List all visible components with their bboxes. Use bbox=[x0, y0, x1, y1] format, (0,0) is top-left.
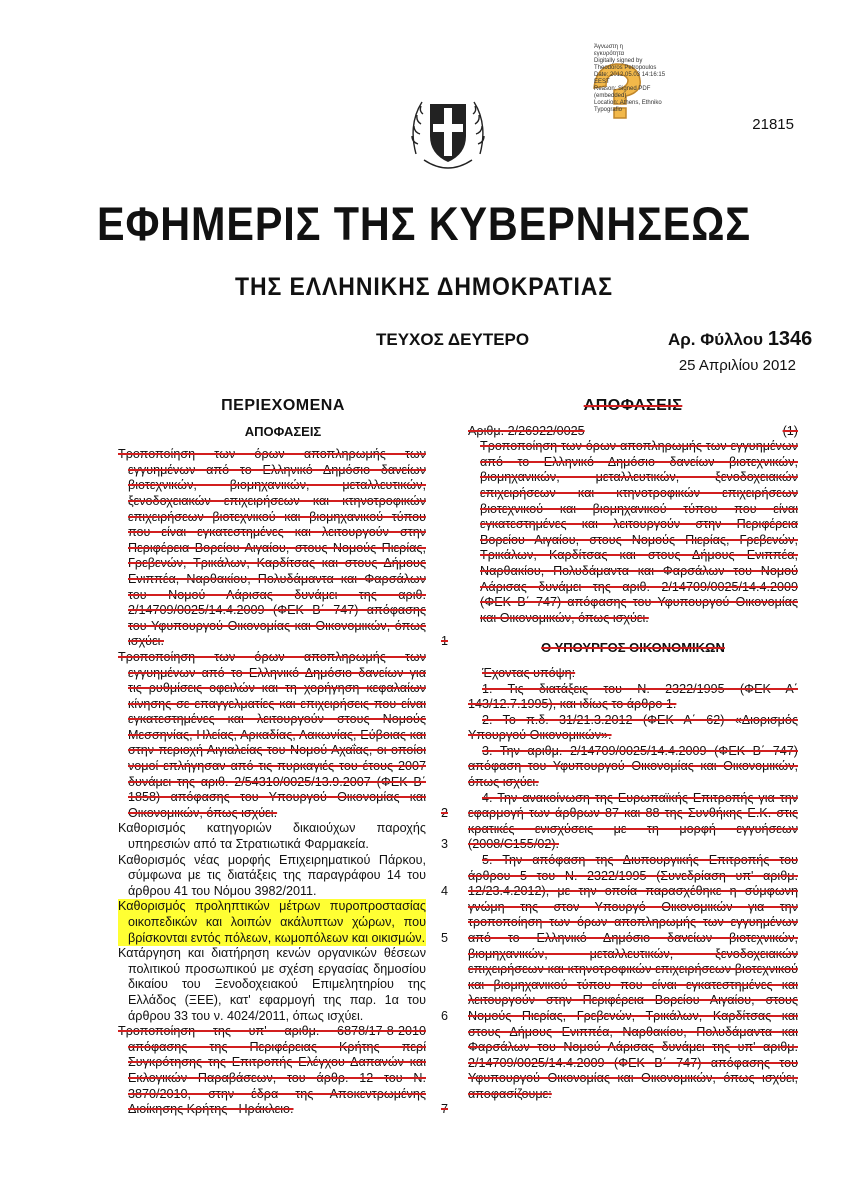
contents-entry-page: 6 bbox=[440, 1008, 448, 1023]
signature-line: Digitally signed by bbox=[594, 58, 643, 64]
contents-entry-highlighted[interactable] bbox=[118, 899, 448, 946]
contents-entry-page: 4 bbox=[440, 883, 448, 898]
signature-line: EEST bbox=[594, 79, 610, 85]
contents-entry-text: Καθορισμός κατηγοριών δικαιούχων παροχής υπηρεσιών από τα Στρατιωτικά Φαρμακεία. bbox=[118, 821, 426, 852]
contents-entry-page: 5 bbox=[440, 930, 448, 945]
signature-line: (embedded) bbox=[594, 93, 627, 99]
issue-date: 25 Απριλίου 2012 bbox=[678, 357, 796, 374]
greek-coat-of-arms-emblem bbox=[406, 84, 490, 176]
contents-entry-page: 1 bbox=[440, 634, 448, 649]
decisions-column bbox=[468, 398, 798, 1103]
contents-entry-text: Καθορισμός προληπτικών μέτρων πυροπροστασίας οικοπεδικών και λοιπών ακάλυπτων χώρων, που βρίσκονται εντός πόλεων, κωμοπόλεων και οικισμών. bbox=[118, 899, 426, 945]
digital-signature-stamp bbox=[568, 44, 678, 128]
contents-entry[interactable] bbox=[118, 1024, 448, 1118]
sheet-label: Αρ. Φύλλου bbox=[668, 330, 764, 349]
contents-column bbox=[118, 398, 448, 1118]
signature-line: Date: 2012.05.03 14:16:15 bbox=[594, 72, 666, 78]
contents-entry[interactable] bbox=[118, 853, 448, 900]
contents-entry[interactable] bbox=[118, 447, 448, 650]
having-regard: Έχοντας υπόψη: bbox=[482, 665, 576, 680]
contents-entry-text: Τροποποίηση της υπ' αριθμ. 6878/17-8-2010 απόφασης της Περιφέρειας Κρήτης περί Συγκρότησης της Επιτροπής Ελέγχου Δαπανών και Εκλογικών Παραβάσεων, του άρθρ. 12 του Ν. 3870/2010, στην έδρα της Αποκεντρωμένης Διοίκησης Κρήτης - Ηράκλειο. bbox=[118, 1024, 426, 1117]
contents-subheading: ΑΠΟΦΑΣΕΙΣ bbox=[244, 423, 322, 439]
decision-reference bbox=[468, 424, 798, 440]
legal-basis-item: 5. Την απόφαση της Διυπουργικής Επιτροπής του άρθρου 5 του Ν. 2322/1995 (Συνεδρίαση υπ' αριθμ. 12/23.4.2012), με την οποία παρασχέθηκε η σύμφωνη γνώμη της στον Υπουργό Οικονομικών για την τροποποίηση των όρων αποπληρωμής των εγγυημένων από το Ελληνικό Δημόσιο δανείων βιοτεχνικών, βιομηχανικών, μεταλλευτικών, ξενοδοχειακών επιχειρήσεων και κτηνοτροφικών επιχειρήσεων βιοτεχνικού και βιομηχανικού τύπου που είναι εγκατεστημένες και λειτουργούν στην Περιφέρεια Βορείου Αιγαίου, στους Νομούς Πιερίας, Γρεβενών, Τρικάλων, Καρδίτσας και στους Δήμους Ενιππέα, Ναρθακίου, Πολυδάμαντα και Φαρσάλων του Νομού Λάρισας δυνάμει της υπ' αριθμ. 2/14709/0025/14.4.2009 (ΦΕΚ Β΄ 747) απόφασης του Υφυπουργού Οικονομίας και Οικονομικών, όπως ισχύει, αποφασίζουμε: bbox=[468, 853, 798, 1101]
legal-basis-item: 1. Τις διατάξεις του Ν. 2322/1995 (ΦΕΚ Α΄ 143/12.7.1995), και ιδίως το άρθρο 1. bbox=[468, 681, 798, 712]
decision-subject: Τροποποίηση των όρων αποπληρωμής των εγγυημένων από το Ελληνικό Δημόσιο δανείων βιοτεχνικών, βιομηχανικών, μεταλλευτικών, ξενοδοχειακών επιχειρήσεων και κτηνοτροφικών επιχειρήσεων βιοτεχνικού και βιομηχανικού τύπου που είναι εγκατεστημένες και λειτουργούν στην Περιφέρεια Βορείου Αιγαίου, στους Νομούς Πιερίας, Γρεβενών, Τρικάλων, Καρδίτσας και στους Δήμους Ενιππέα, Ναρθακίου, Πολυδάμαντα και Φαρσάλων του Νομού Λάρισας δυνάμει της αριθ. 2/14709/0025/14.4.2009 (ΦΕΚ Β΄ 747) απόφασης του Υφυπουργού Οικονομίας και Οικονομικών, όπως ισχύει. bbox=[480, 439, 798, 625]
newspaper-subtitle: ΤΗΣ ΕΛΛΗΝΙΚΗΣ ΔΗΜΟΚΡΑΤΙΑΣ bbox=[234, 273, 614, 301]
signature-line: εγκυρότητα bbox=[594, 51, 625, 57]
issue-type: ΤΕΥΧΟΣ ΔΕΥΤΕΡΟ bbox=[376, 330, 530, 349]
contents-entry-text: Τροποποίηση των όρων αποπληρωμής των εγγυημένων από το Ελληνικό Δημόσιο δανείων για τις ρυθμίσεις οφειλών και τη χορήγηση κεφαλαίων κίνησης σε επαγγελματίες και επιχειρήσεις που είναι εγκατεστημένες και λειτουργούν στους Νομούς Μεσσηνίας, Ηλείας, Αρκαδίας, Λακωνίας, Εύβοιας και στην περιοχή Αιγιαλείας του Νομού Αχαΐας, οι οποίοι νομοί επλήγησαν από τις πυρκαγιές του έτους 2007 δυνάμει της αριθ. 2/54310/0025/13.9.2007 (ΦΕΚ Β΄ 1858) απόφασης του Υπουργού Οικονομίας και Οικονομικών, όπως ισχύει. bbox=[118, 649, 426, 820]
contents-entry-text: Τροποποίηση των όρων αποπληρωμής των εγγυημένων από το Ελληνικό Δημόσιο δανείων βιοτεχνικών, βιομηχανικών, μεταλλευτικών, ξενοδοχειακών επιχειρήσεων και κτηνοτροφικών επιχειρήσεων βιοτεχνικού και βιομηχανικού τύπου που είναι εγκατεστημένες και λειτουργούν στην Περιφέρεια Βορείου Αιγαίου, στους Νομούς Πιερίας, Γρεβενών, Τρικάλων, Καρδίτσας και στους Δήμους Ενιππέα, Ναρθακίου, Πολυδάμαντα και Φαρσάλων του Νομού Λάρισας δυνάμει της αριθ. 2/14709/0025/14.4.2009 (ΦΕΚ Β΄ 747) απόφασης του Υφυπουργού Οικονομίας και Οικονομικών, όπως ισχύει. bbox=[118, 447, 426, 649]
page-number: 21815 bbox=[752, 116, 794, 133]
contents-entry-text: Καθορισμός νέας μορφής Επιχειρηματικού Πάρκου, σύμφωνα με τις διατάξεις της παραγράφου 14 του άρθρου 41 του Νόμου 3982/2011. bbox=[118, 852, 426, 898]
decision-ref-number: Αριθμ. 2/26922/0025 bbox=[468, 423, 585, 438]
contents-entry-page: 2 bbox=[440, 805, 448, 820]
signature-line: Theodoros Petropoulos bbox=[594, 65, 657, 71]
sheet-number bbox=[668, 328, 812, 351]
legal-basis-item: 2. Το π.δ. 31/21.3.2012 (ΦΕΚ Α΄ 62) «Διορισμός Υπουργού Οικονομικών». bbox=[468, 712, 798, 743]
contents-entry[interactable] bbox=[118, 650, 448, 822]
contents-entry-text: Κατάργηση και διατήρηση κενών οργανικών θέσεων πολιτικού προσωπικού με σχέση εργασίας δημοσίου δικαίου του Ξενοδοχειακού Επιμελητηρίου της Ελλάδος (ΞΕΕ), κατ' εφαρμογή της παρ. 1α του άρθρου 33 του ν. 4024/2011, όπως ισχύει. bbox=[118, 946, 426, 1023]
sheet-number-value: 1346 bbox=[767, 328, 813, 350]
legal-basis-item: 4. Την ανακοίνωση της Ευρωπαϊκής Επιτροπής για την εφαρμογή των άρθρων 87 και 88 της Συνθήκης Ε.Κ. στις κρατικές ενισχύσεις με τη μορφή εγγυήσεων (2008/C155/02). bbox=[468, 790, 798, 852]
signature-line: Reason: Signed PDF bbox=[594, 86, 651, 92]
legal-basis-item: 3. Την αριθμ. 2/14709/0025/14.4.2009 (ΦΕΚ Β΄ 747) απόφαση του Υφυπουργού Οικονομίας και Οικονομικών, όπως ισχύει. bbox=[468, 743, 798, 790]
newspaper-title: ΕΦΗΜΕΡΙΣ ΤΗΣ ΚΥΒΕΡΝΗΣΕΩΣ bbox=[96, 197, 752, 250]
contents-entry-page: 7 bbox=[440, 1102, 448, 1117]
contents-entry-page: 3 bbox=[440, 837, 448, 852]
contents-heading: ΠΕΡΙΕΧΟΜΕΝΑ bbox=[221, 397, 345, 414]
contents-entry[interactable] bbox=[118, 821, 448, 852]
signature-line: Typografio bbox=[594, 107, 623, 113]
minister-heading: Ο ΥΠΟΥΡΓΟΣ ΟΙΚΟΝΟΜΙΚΩΝ bbox=[541, 640, 725, 656]
signature-line: Location: Athens, Ethniko bbox=[594, 100, 662, 106]
decisions-heading: ΑΠΟΦΑΣΕΙΣ bbox=[583, 397, 683, 414]
contents-entry[interactable] bbox=[118, 946, 448, 1024]
signature-line: Άγνωστη η bbox=[594, 44, 623, 50]
decision-ref-index: (1) bbox=[782, 423, 798, 438]
